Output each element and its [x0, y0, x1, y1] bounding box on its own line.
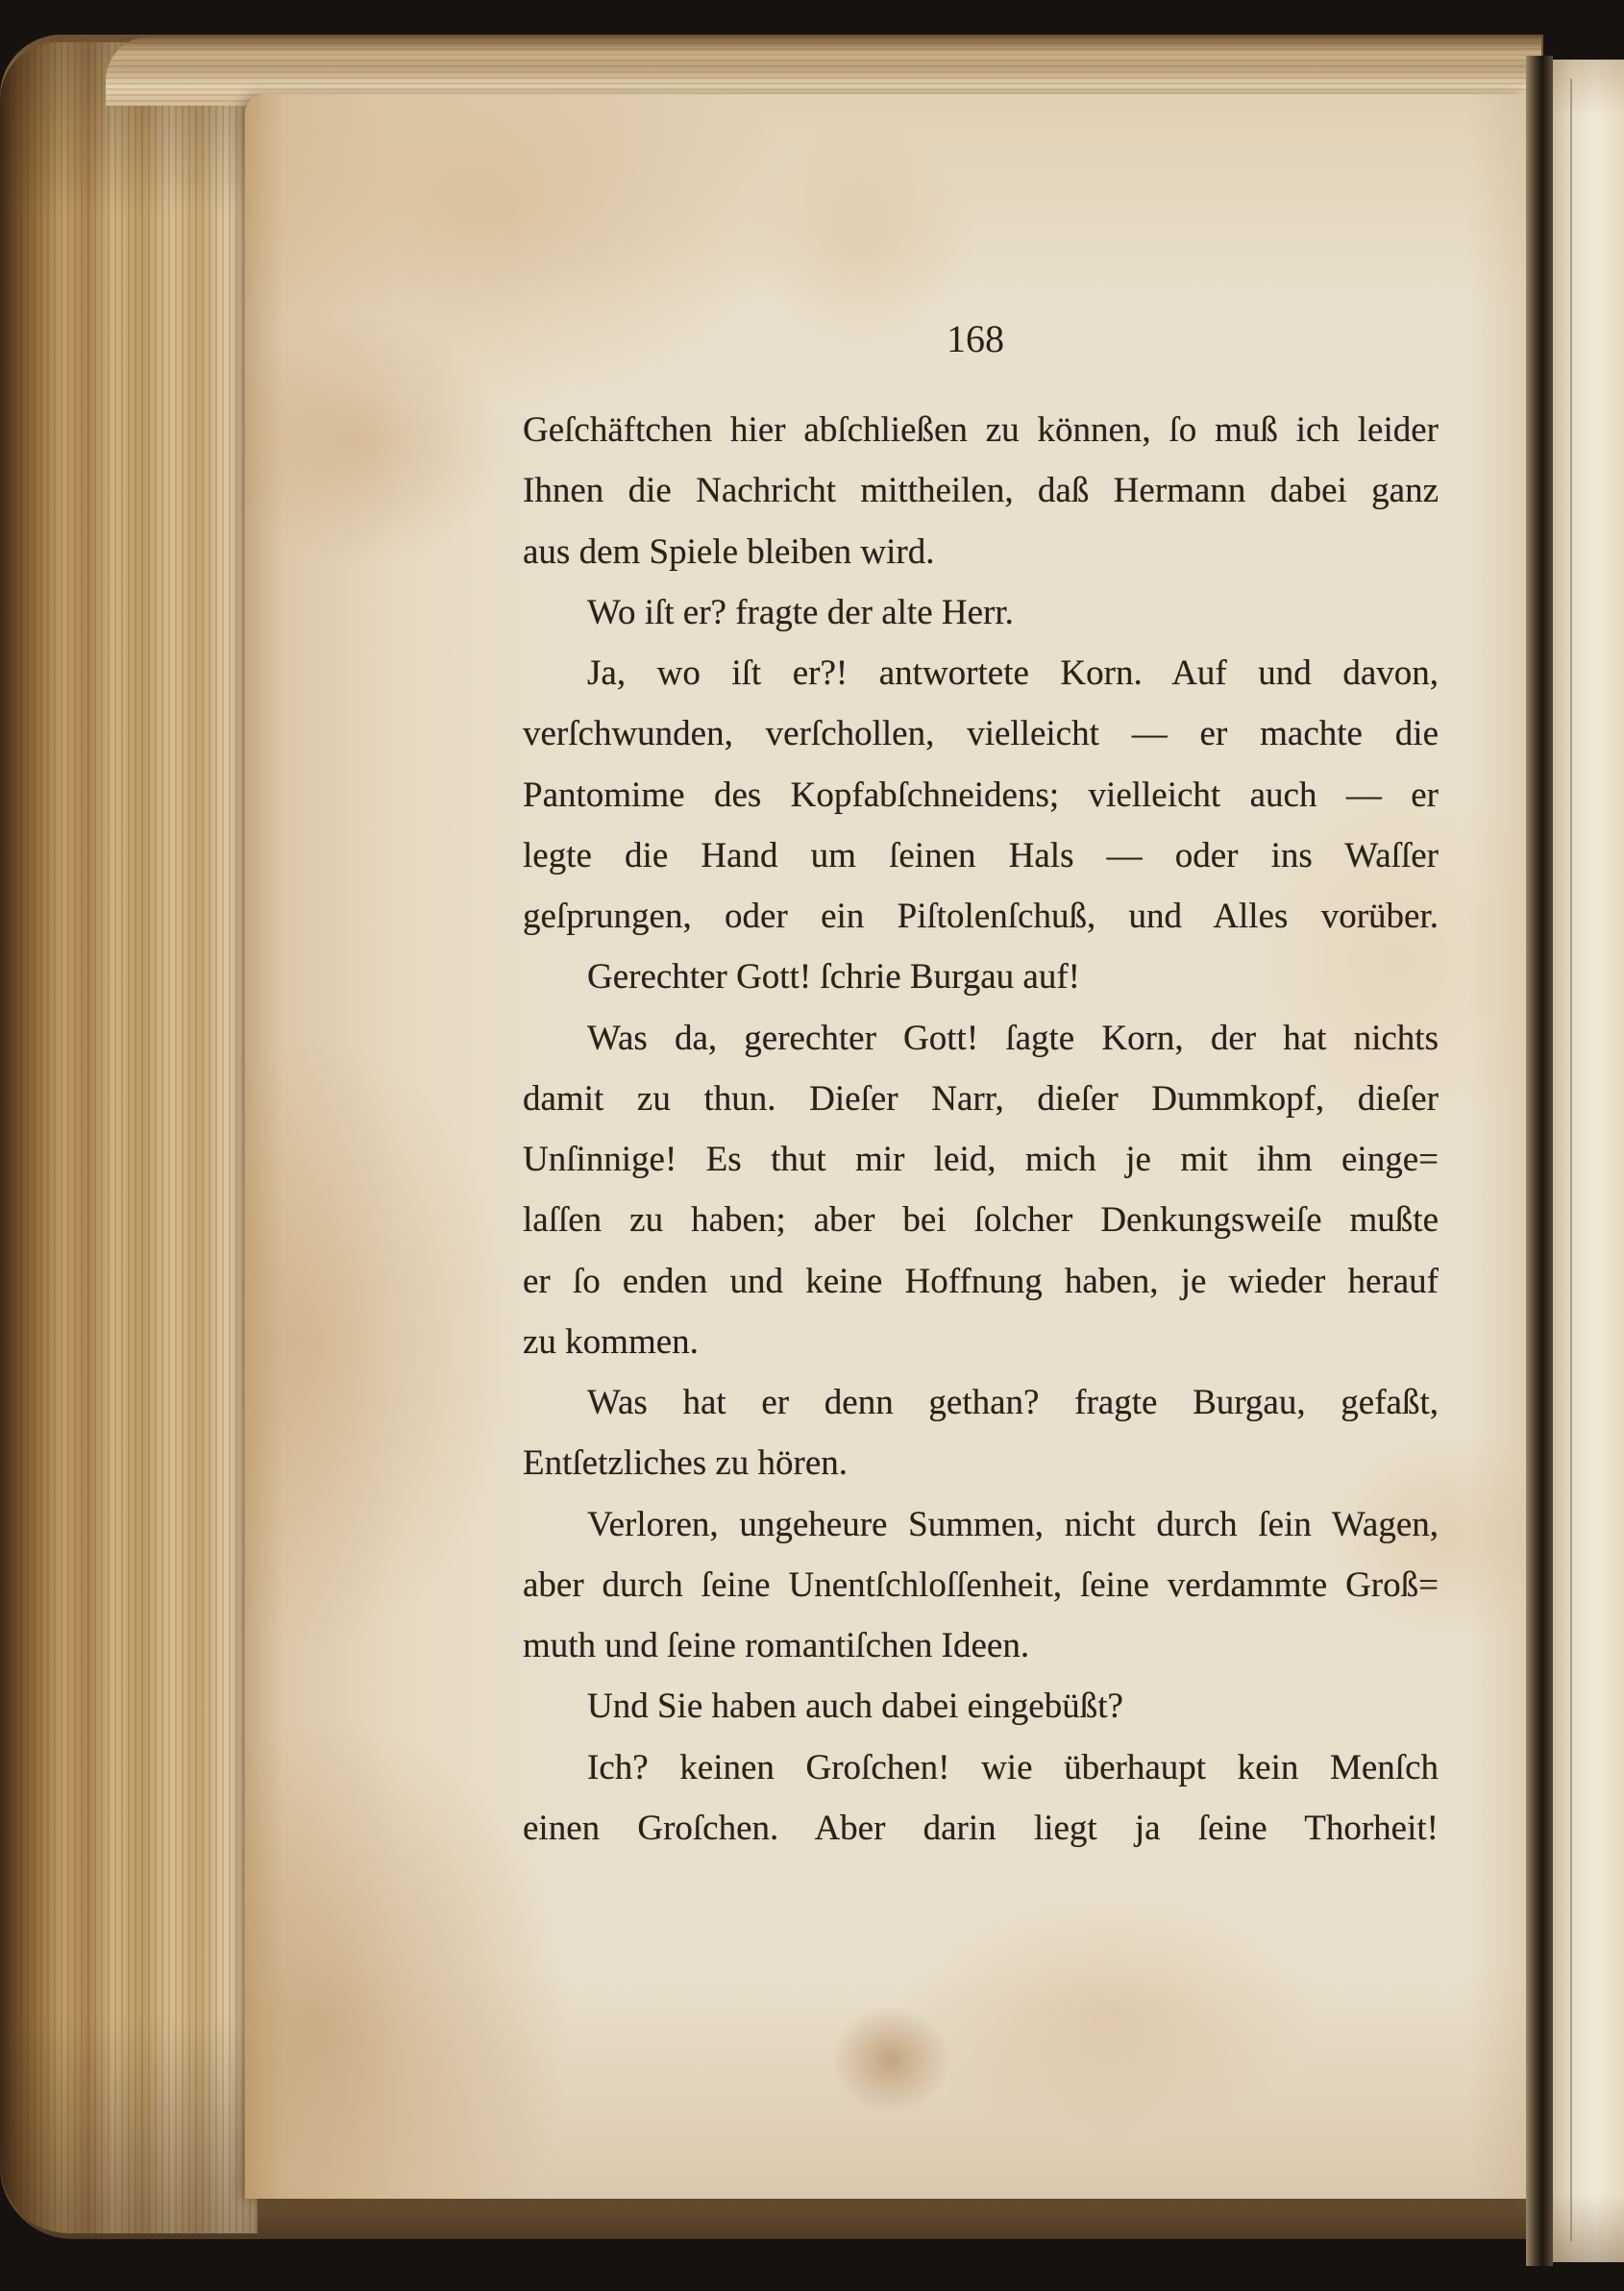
body-text: [523, 400, 1439, 1859]
text-line: Und Sie haben auch dabei eingebüßt?: [587, 1687, 1123, 1727]
text-line: er ſo enden und keine Hoffnung haben, je wieder herauf: [523, 1261, 1439, 1301]
text-line: Gerechter Gott! ſchrie Burgau auf!: [587, 957, 1080, 998]
facing-page-edge: [1553, 60, 1624, 2262]
text-line: Was hat er denn gethan? fragte Burgau, gefaßt,: [587, 1383, 1439, 1422]
text-line: Ich? keinen Groſchen! wie überhaupt kein Menſch: [587, 1747, 1439, 1787]
text-line: Ihnen die Nachricht mittheilen, daß Hermann dabei ganz: [523, 471, 1439, 511]
text-line: Unſinnige! Es thut mir leid, mich je mit ihm einge=: [523, 1140, 1439, 1179]
book-gutter: [1526, 56, 1553, 2266]
facing-page-edge-line: [1570, 79, 1572, 2241]
text-line: Geſchäftchen hier abſchließen zu können, ſo muß ich leider: [523, 410, 1439, 450]
text-line: Wo iſt er? fragte der alte Herr.: [587, 592, 1014, 632]
text-line: Pantomime des Kopfabſchneidens; vielleicht auch — er: [523, 775, 1439, 815]
text-line: damit zu thun. Dieſer Narr, dieſer Dummkopf, dieſer: [523, 1078, 1439, 1119]
text-line: aus dem Spiele bleiben wird.: [523, 531, 935, 572]
text-line: Ja, wo iſt er?! antwortete Korn. Auf und davon,: [587, 653, 1439, 693]
text-line: laſſen zu haben; aber bei ſolcher Denkungsweiſe mußte: [523, 1200, 1439, 1241]
text-line: muth und ſeine romantiſchen Ideen.: [523, 1626, 1030, 1665]
text-line: Entſetzliches zu hören.: [523, 1443, 849, 1484]
text-line: aber durch ſeine Unentſchloſſenheit, ſeine verdammte Groß=: [523, 1564, 1439, 1605]
text-line: zu kommen.: [523, 1321, 699, 1362]
text-line: verſchwunden, verſchollen, vielleicht — er machte die: [523, 714, 1439, 754]
text-line: legte die Hand um ſeinen Hals — oder ins Waſſer: [523, 835, 1439, 875]
text-line: geſprungen, oder ein Piſtolenſchuß, und Alles vorüber.: [523, 897, 1439, 936]
page-stack-left-edge: [0, 42, 258, 2233]
page-number: 168: [947, 317, 1004, 360]
text-line: Verloren, ungeheure Summen, nicht durch ſein Wagen,: [587, 1504, 1439, 1544]
text-line: Was da, gerechter Gott! ſagte Korn, der hat nichts: [587, 1018, 1439, 1058]
text-line: einen Groſchen. Aber darin liegt ja ſeine Thorheit!: [523, 1808, 1439, 1848]
